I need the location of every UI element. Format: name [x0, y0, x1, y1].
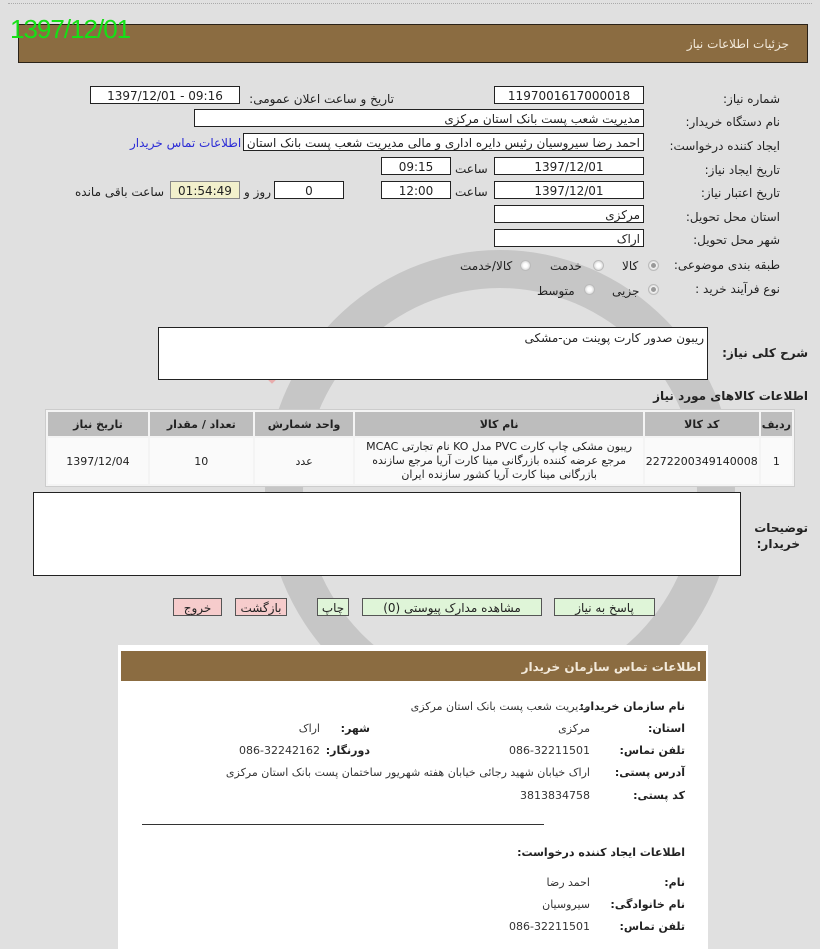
address-label: آدرس پستی:: [614, 766, 685, 779]
buyer-org-label: نام دستگاه خریدار:: [685, 115, 780, 129]
purchase-option-medium: متوسط: [537, 284, 575, 298]
first-name-label: نام:: [664, 876, 685, 889]
city-label: شهر:: [340, 722, 370, 735]
purchase-type-label: نوع فرآیند خرید :: [695, 282, 780, 296]
buyer-contact-link[interactable]: اطلاعات تماس خریدار: [130, 136, 242, 150]
col-date: تاریخ نیاز: [48, 412, 148, 436]
page-header: [18, 24, 808, 63]
items-table-header: [48, 412, 792, 436]
col-qty: تعداد / مقدار: [150, 412, 253, 436]
description-textarea[interactable]: [158, 327, 708, 380]
delivery-city-field[interactable]: اراک: [494, 229, 644, 247]
items-table: [45, 409, 795, 487]
created-date-label: تاریخ ایجاد نیاز:: [704, 163, 780, 177]
fax-label: دورنگار:: [325, 744, 370, 757]
cell-date: 1397/12/04: [48, 438, 148, 484]
category-option-service: خدمت: [550, 259, 582, 273]
category-option-goods: کالا: [622, 259, 639, 273]
valid-time-label: ساعت: [455, 185, 488, 199]
need-number-field[interactable]: 1197001617000018: [494, 86, 644, 104]
col-name: نام کالا: [355, 412, 642, 436]
phone-label: تلفن تماس:: [619, 744, 685, 757]
days-label: روز و: [244, 185, 271, 199]
watermark-date: 1397/12/01: [10, 14, 131, 44]
section-divider: [142, 824, 544, 825]
last-name-label: نام خانوادگی:: [610, 898, 685, 911]
col-code: کد کالا: [645, 412, 759, 436]
delivery-province-label: استان محل تحویل:: [685, 210, 780, 224]
first-name-value: احمد رضا: [546, 876, 590, 889]
city-value: اراک: [298, 722, 320, 735]
valid-date-label: تاریخ اعتبار نیاز:: [700, 186, 780, 200]
page-title: جزئیات اطلاعات نیاز: [686, 37, 789, 51]
province-value: مرکزی: [558, 722, 590, 735]
exit-button[interactable]: خروج: [173, 598, 222, 616]
items-section-title: اطلاعات کالاهای مورد نیاز: [653, 389, 808, 403]
phone-value: 086-32211501: [509, 744, 590, 757]
requester-phone-value: 086-32211501: [509, 920, 590, 933]
cell-qty: 10: [150, 438, 253, 484]
description-text: ریبون صدور کارت پوینت من-مشکی: [524, 331, 704, 345]
buyer-notes-label-2: خریدار:: [756, 537, 800, 551]
remaining-label: ساعت باقی مانده: [75, 185, 165, 199]
col-row: ردیف: [761, 412, 792, 436]
buyer-notes-label-1: توضیحات: [754, 521, 808, 535]
remaining-days-field[interactable]: 0: [274, 181, 344, 199]
postal-code-label: کد پستی:: [633, 789, 685, 802]
remaining-time-field: 01:54:49: [170, 181, 240, 199]
purchase-option-minor: جزیی: [612, 284, 640, 298]
purchase-radio-minor[interactable]: [648, 284, 659, 295]
reply-button[interactable]: پاسخ به نیاز: [554, 598, 655, 616]
cell-name: ریبون مشکی چاپ کارت PVC مدل KO نام تجارتی MCAC مرجع عرضه کننده بازرگانی مینا کارت آریا مرجع سازنده بازرگانی مینا کارت آریا کشور سازنده ایران: [355, 438, 642, 484]
created-time-field[interactable]: 09:15: [381, 157, 451, 175]
buyer-org-field[interactable]: مدیریت شعب پست بانک استان مرکزی: [194, 109, 644, 127]
back-button[interactable]: بازگشت: [235, 598, 287, 616]
delivery-province-field[interactable]: مرکزی: [494, 205, 644, 223]
need-number-label: شماره نیاز:: [723, 92, 780, 106]
category-radio-goods-service[interactable]: [520, 260, 531, 271]
cell-row: 1: [761, 438, 792, 484]
fax-value: 086-32242162: [239, 744, 320, 757]
category-label: طبقه بندی موضوعی:: [673, 258, 780, 272]
contact-panel-title: اطلاعات تماس سازمان خریدار: [521, 660, 701, 674]
last-name-value: سیروسیان: [542, 898, 590, 911]
requester-label: ایجاد کننده درخواست:: [669, 139, 780, 153]
print-button[interactable]: چاپ: [317, 598, 349, 616]
cell-code: 2272200349140008: [645, 438, 759, 484]
top-divider: [8, 3, 812, 4]
province-label: استان:: [648, 722, 685, 735]
contact-panel-header: [121, 651, 706, 681]
purchase-radio-medium[interactable]: [584, 284, 595, 295]
attachments-button[interactable]: مشاهده مدارک پیوستی (0): [362, 598, 542, 616]
valid-time-field[interactable]: 12:00: [381, 181, 451, 199]
category-option-goods-service: کالا/خدمت: [460, 259, 513, 273]
buyer-notes-textarea[interactable]: [33, 492, 741, 576]
col-unit: واحد شمارش: [255, 412, 354, 436]
category-radio-service[interactable]: [593, 260, 604, 271]
announce-field[interactable]: 1397/12/01 - 09:16: [90, 86, 240, 104]
requester-phone-label: تلفن تماس:: [619, 920, 685, 933]
org-name-label: نام سازمان خریدار:: [579, 700, 685, 713]
created-time-label: ساعت: [455, 162, 488, 176]
announce-label: تاریخ و ساعت اعلان عمومی:: [249, 92, 394, 106]
cell-unit: عدد: [255, 438, 354, 484]
table-row: [48, 438, 792, 484]
category-radio-goods[interactable]: [648, 260, 659, 271]
description-label: شرح کلی نیاز:: [722, 346, 808, 360]
requester-field[interactable]: احمد رضا سیروسیان رئیس دایره اداری و مالی مدیریت شعب پست بانک استان: [243, 133, 644, 151]
org-name-value: مدیریت شعب پست بانک استان مرکزی: [410, 700, 590, 713]
created-date-field[interactable]: 1397/12/01: [494, 157, 644, 175]
address-value: اراک خیابان شهید رجائی خیابان هفته شهریور ساختمان پست بانک استان مرکزی: [225, 766, 590, 779]
valid-date-field[interactable]: 1397/12/01: [494, 181, 644, 199]
requester-section-title: اطلاعات ایجاد کننده درخواست:: [517, 846, 685, 859]
postal-code-value: 3813834758: [520, 789, 590, 802]
delivery-city-label: شهر محل تحویل:: [693, 233, 780, 247]
